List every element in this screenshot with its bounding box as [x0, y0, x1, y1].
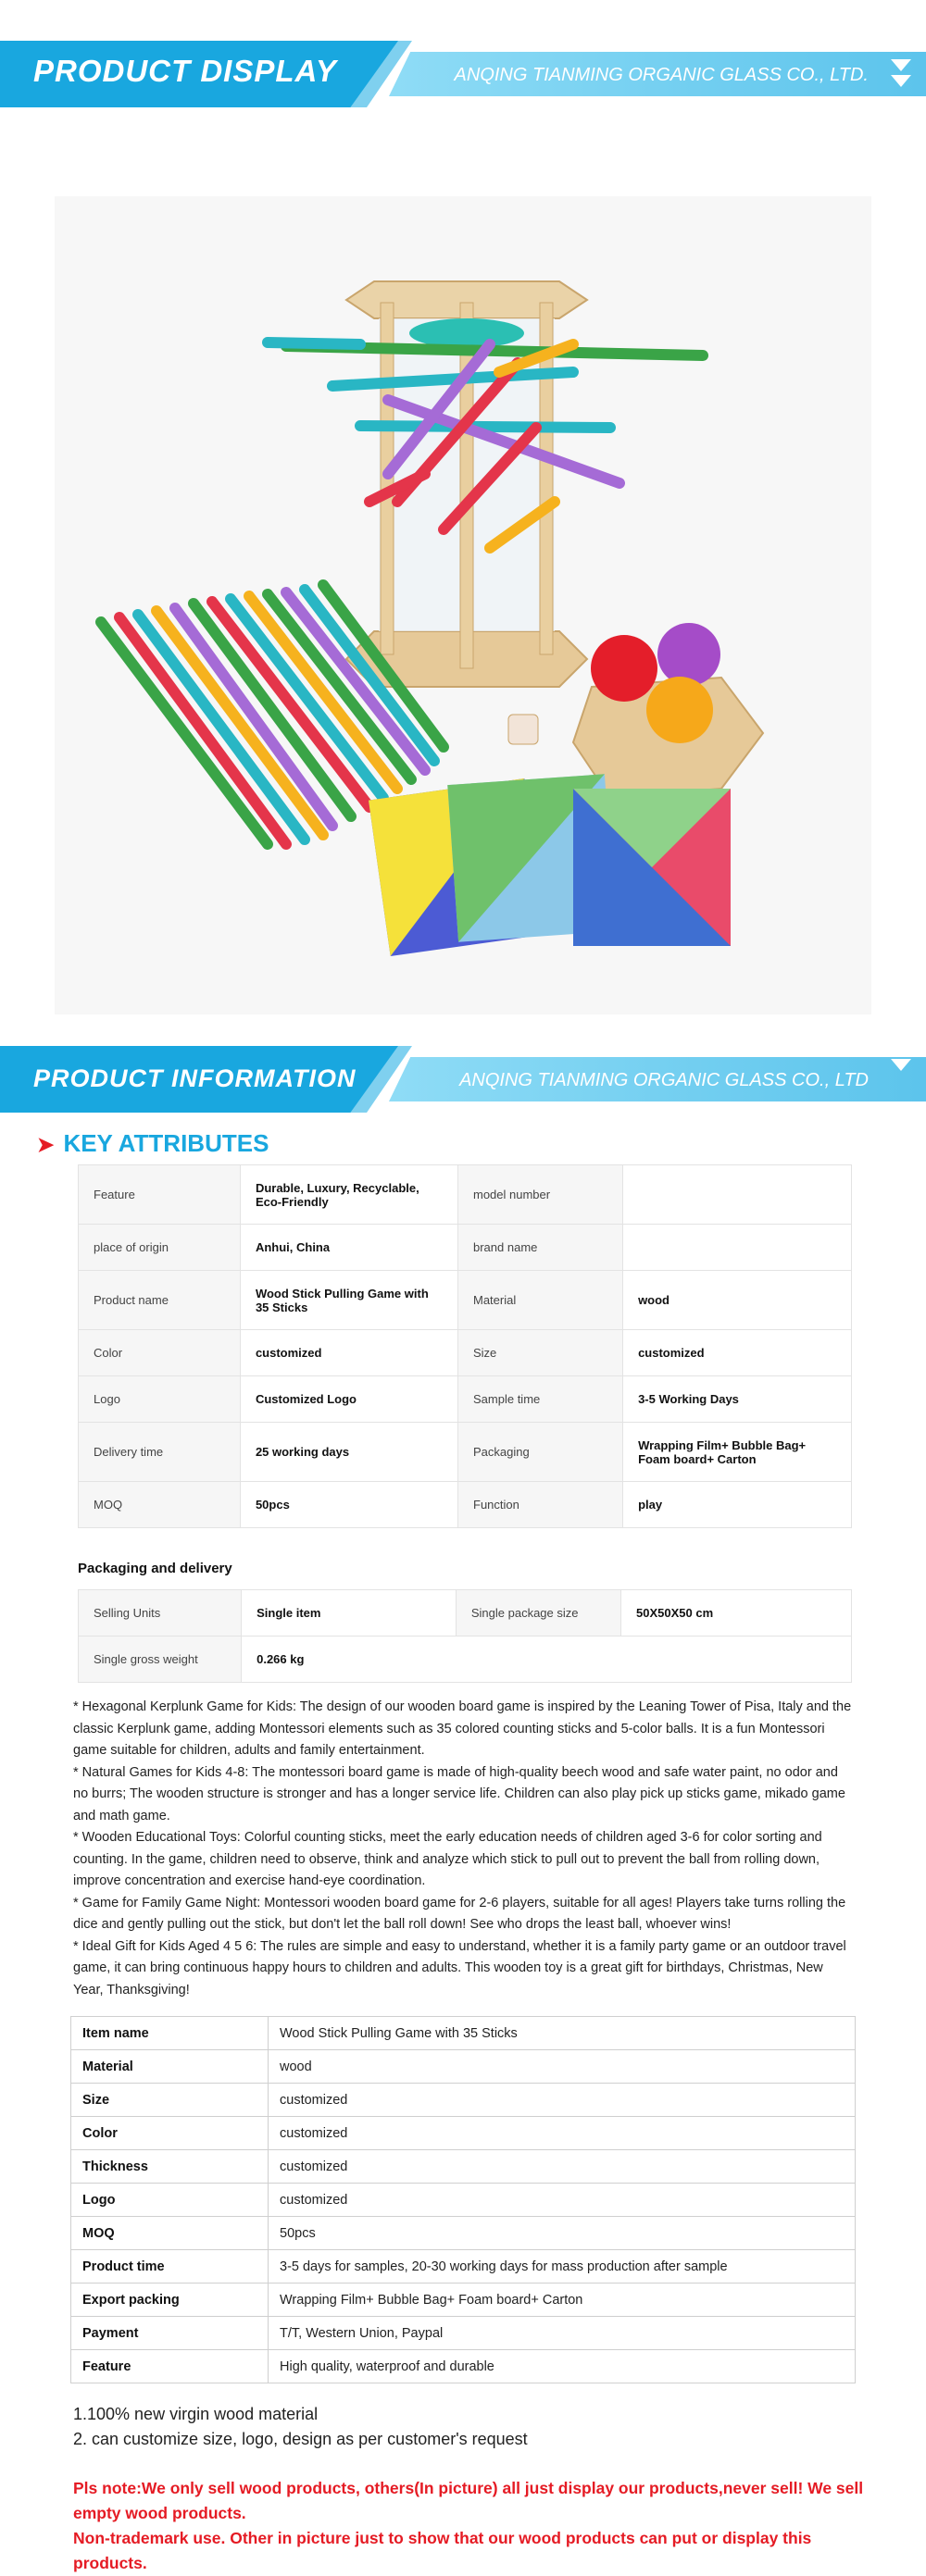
- spec-key: Payment: [71, 2317, 269, 2350]
- key-attributes-title: ➤ KEY ATTRIBUTES: [37, 1129, 269, 1157]
- bullet-item: * Natural Games for Kids 4-8: The montessori board game is made of high-quality beech wood and safe water paint, no odor and no burrs; The wooden structure is stronger and has a longer service life. Children can also play pick up sticks game, mikado game and math game.: [73, 1764, 845, 1823]
- attr-value: wood: [623, 1271, 852, 1330]
- spec-key: Color: [71, 2117, 269, 2150]
- spec-row: [71, 2117, 856, 2150]
- chevron-down-icon: [891, 59, 913, 94]
- banner-title: PRODUCT DISPLAY: [33, 54, 337, 88]
- attr-key: MOQ: [79, 1482, 241, 1528]
- spec-value: Wrapping Film+ Bubble Bag+ Foam board+ Carton: [269, 2284, 856, 2317]
- spec-key: Material: [71, 2050, 269, 2084]
- attr-key: brand name: [458, 1225, 623, 1271]
- attr-value: Customized Logo: [240, 1376, 457, 1423]
- arrow-right-icon: ➤: [37, 1133, 55, 1156]
- attr-value: play: [623, 1482, 852, 1528]
- banner-company: ANQING TIANMING ORGANIC GLASS CO., LTD: [459, 1070, 869, 1090]
- attr-row: [79, 1271, 852, 1330]
- attr-row: [79, 1482, 852, 1528]
- spec-key: Item name: [71, 2017, 269, 2050]
- attr-key: Material: [458, 1271, 623, 1330]
- attr-key: Sample time: [458, 1376, 623, 1423]
- spec-row: [71, 2084, 856, 2117]
- attr-value: customized: [240, 1330, 457, 1376]
- attr-key: Delivery time: [79, 1423, 241, 1482]
- banner-company: ANQING TIANMING ORGANIC GLASS CO., LTD.: [454, 65, 869, 85]
- attr-key: Function: [458, 1482, 623, 1528]
- spec-value: customized: [269, 2117, 856, 2150]
- attr-row: [79, 1330, 852, 1376]
- spec-row: [71, 2317, 856, 2350]
- bullet-item: * Hexagonal Kerplunk Game for Kids: The design of our wooden board game is inspired by the Leaning Tower of Pisa, Italy and the classic Kerplunk game, adding Montessori elements such as 35 colored counting sticks and 5-color balls. It is a fun Montessori game suitable for children, adults and family entertainment.: [73, 1699, 852, 1758]
- attr-value: Wrapping Film+ Bubble Bag+ Foam board+ Carton: [623, 1423, 852, 1482]
- warning-line: Non-trademark use. Other in picture just to show that our wood products can put or display this products.: [73, 2529, 812, 2572]
- spec-table: [70, 2016, 856, 2383]
- spec-key: MOQ: [71, 2217, 269, 2250]
- spec-value: customized: [269, 2084, 856, 2117]
- warning-notice: [73, 2476, 870, 2576]
- attr-value: 0.266 kg: [242, 1636, 852, 1683]
- spec-row: [71, 2017, 856, 2050]
- attr-key: place of origin: [79, 1225, 241, 1271]
- spec-value: Wood Stick Pulling Game with 35 Sticks: [269, 2017, 856, 2050]
- attr-value: Single item: [242, 1590, 457, 1636]
- spec-value: customized: [269, 2150, 856, 2184]
- banner-title: PRODUCT INFORMATION: [33, 1064, 357, 1092]
- attr-value: 3-5 Working Days: [623, 1376, 852, 1423]
- attr-value: 50pcs: [240, 1482, 457, 1528]
- attr-key: Packaging: [458, 1423, 623, 1482]
- product-information-banner: [0, 1046, 926, 1113]
- packaging-table: [78, 1589, 852, 1683]
- spec-value: 3-5 days for samples, 20-30 working days for mass production after sample: [269, 2250, 856, 2284]
- note-item: 1.100% new virgin wood material: [73, 2405, 319, 2423]
- spec-value: 50pcs: [269, 2217, 856, 2250]
- bullet-item: * Game for Family Game Night: Montessori wooden board game for 2-6 players, suitable for all ages! Players take turns rolling the dice and gently pulling out the stick, but don't let the ball roll down! See who drops the least ball, whoever wins!: [73, 1895, 846, 1932]
- spec-row: [71, 2350, 856, 2383]
- spec-value: wood: [269, 2050, 856, 2084]
- spec-key: Thickness: [71, 2150, 269, 2184]
- attr-row: [79, 1423, 852, 1482]
- attr-value: Wood Stick Pulling Game with 35 Sticks: [240, 1271, 457, 1330]
- note-item: 2. can customize size, logo, design as per customer's request: [73, 2430, 528, 2448]
- packaging-row: [79, 1636, 852, 1683]
- attr-key: Product name: [79, 1271, 241, 1330]
- attr-key: Color: [79, 1330, 241, 1376]
- bullet-item: * Ideal Gift for Kids Aged 4 5 6: The rules are simple and easy to understand, whether it is a family party game or an outdoor travel game, it can bring continuous happy hours to children and adults. This wooden toy is a great gift for birthdays, Christmas, New Year, Thanksgiving!: [73, 1938, 846, 1997]
- attr-key: model number: [458, 1165, 623, 1225]
- attr-key: Single package size: [456, 1590, 620, 1636]
- spec-key: Size: [71, 2084, 269, 2117]
- attr-value: [623, 1165, 852, 1225]
- attr-key: Single gross weight: [79, 1636, 242, 1683]
- attr-value: 25 working days: [240, 1423, 457, 1482]
- product-illustration: [55, 196, 871, 1014]
- feature-bullets: [73, 1697, 853, 2001]
- warning-line: Pls note:We only sell wood products, others(In picture) all just display our products,never sell! We sell empty wood products.: [73, 2479, 864, 2522]
- attr-value: Anhui, China: [240, 1225, 457, 1271]
- attr-value: Durable, Luxury, Recyclable, Eco-Friendly: [240, 1165, 457, 1225]
- attr-key: Size: [458, 1330, 623, 1376]
- attr-row: [79, 1165, 852, 1225]
- spec-row: [71, 2284, 856, 2317]
- spec-row: [71, 2250, 856, 2284]
- notes: [73, 2402, 528, 2452]
- attr-key: Selling Units: [79, 1590, 242, 1636]
- spec-row: [71, 2184, 856, 2217]
- spec-value: T/T, Western Union, Paypal: [269, 2317, 856, 2350]
- attr-key: Feature: [79, 1165, 241, 1225]
- product-photo: [55, 196, 871, 1014]
- attr-row: [79, 1376, 852, 1423]
- spec-row: [71, 2217, 856, 2250]
- key-attributes-table: [78, 1164, 852, 1528]
- spec-key: Logo: [71, 2184, 269, 2217]
- chevron-down-icon: [891, 1059, 913, 1094]
- spec-row: [71, 2150, 856, 2184]
- spec-value: customized: [269, 2184, 856, 2217]
- product-display-banner: [0, 41, 926, 107]
- attr-key: Logo: [79, 1376, 241, 1423]
- packaging-title: Packaging and delivery: [78, 1561, 232, 1576]
- packaging-row: [79, 1590, 852, 1636]
- spec-row: [71, 2050, 856, 2084]
- spec-value: High quality, waterproof and durable: [269, 2350, 856, 2383]
- attr-row: [79, 1225, 852, 1271]
- spec-key: Feature: [71, 2350, 269, 2383]
- bullet-item: * Wooden Educational Toys: Colorful counting sticks, meet the early education needs of children aged 3-6 for color sorting and counting. In the game, children need to observe, think and analyze which stick to pull out to prevent the ball from rolling down, improve concentration and exercise hand-eye coordination.: [73, 1830, 822, 1888]
- spec-key: Export packing: [71, 2284, 269, 2317]
- spec-key: Product time: [71, 2250, 269, 2284]
- attr-value: customized: [623, 1330, 852, 1376]
- attr-value: [623, 1225, 852, 1271]
- attr-value: 50X50X50 cm: [621, 1590, 852, 1636]
